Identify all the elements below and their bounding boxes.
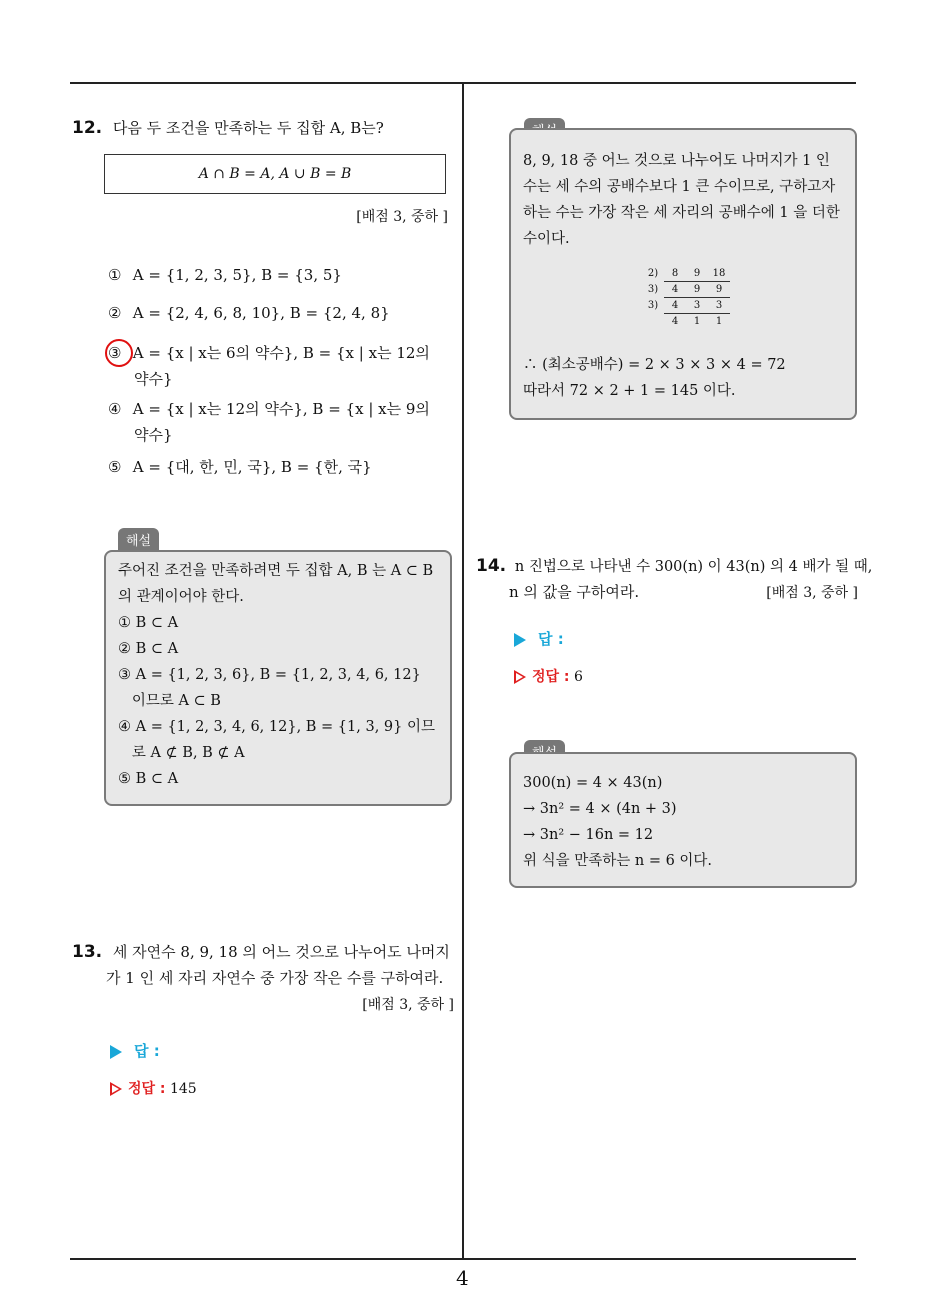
q13-sol-result-2: 따라서 72 × 2 + 1 = 145 이다.: [523, 383, 736, 399]
q14-score: [배점 3, 중하 ]: [766, 585, 858, 601]
choice-2-text: A = {2, 4, 6, 8, 10}, B = {2, 4, 8}: [132, 304, 390, 322]
play-icon: [110, 1045, 122, 1059]
choice-5-mark: ⑤: [108, 458, 122, 476]
cell: 4: [664, 313, 686, 329]
q12-solution-box: [104, 550, 452, 806]
q12-condition-box: [104, 154, 446, 194]
q13-sol-line-3: 하는 수는 가장 작은 세 자리의 공배수에 1 을 더한: [523, 205, 840, 221]
cell: 3: [686, 297, 708, 313]
divisor: 2): [647, 268, 659, 279]
q13-number: 13.: [72, 942, 103, 962]
division-row: [642, 297, 730, 313]
cell: 1: [686, 313, 708, 329]
division-row: [642, 266, 730, 281]
q12-choice-4[interactable]: [108, 396, 430, 448]
divisor: 3): [647, 284, 659, 295]
q12-choice-3[interactable]: [108, 340, 430, 392]
q13-text-line-1: 세 자연수 8, 9, 18 의 어느 것으로 나누어도 나머지: [112, 943, 450, 961]
column-divider: [462, 82, 464, 1260]
q14-correct-label: 정답 :: [532, 669, 570, 685]
q12-sol-line-7: ④ A = {1, 2, 3, 4, 6, 12}, B = {1, 3, 9} 이므: [118, 719, 435, 735]
q12-text: 다음 두 조건을 만족하는 두 집합 A, B는?: [112, 119, 384, 137]
choice-2-mark: ②: [108, 304, 122, 322]
choice-1-text: A = {1, 2, 3, 5}, B = {3, 5}: [132, 266, 342, 284]
choice-3-text-cont: 약수}: [134, 370, 173, 388]
q14-text-line-2: n 의 값을 구하여라.: [509, 583, 640, 601]
q12-sol-line-1: 주어진 조건을 만족하려면 두 집합 A, B 는 A ⊂ B: [118, 563, 434, 579]
cell: 3: [708, 297, 730, 313]
q12-sol-line-9: ⑤ B ⊂ A: [118, 771, 179, 787]
q14-header: [476, 554, 872, 579]
choice-4-mark: ④: [108, 400, 122, 418]
q12-sol-line-2: 의 관계이어야 한다.: [118, 589, 244, 605]
q12-sol-line-6: 이므로 A ⊂ B: [118, 693, 221, 709]
page-number: 4: [456, 1266, 469, 1290]
q12-sol-line-5: ③ A = {1, 2, 3, 6}, B = {1, 2, 3, 4, 6, 12}: [118, 667, 421, 683]
q13-correct-label: 정답 :: [128, 1081, 166, 1097]
q13-header: [72, 940, 450, 964]
division-ladder: [642, 266, 730, 329]
q14-answer-label: 답 :: [538, 630, 564, 648]
q13-sol-line-1: 8, 9, 18 중 어느 것으로 나누어도 나머지가 1 인: [523, 153, 830, 169]
bottom-rule: [70, 1258, 856, 1260]
q13-sol-result-1: ∴ (최소공배수) = 2 × 3 × 3 × 4 = 72: [523, 357, 786, 373]
q13-sol-line-4: 수이다.: [523, 231, 570, 247]
q12-sol-line-3: ① B ⊂ A: [118, 615, 179, 631]
cell: 18: [712, 268, 726, 279]
cell: 4: [664, 281, 686, 297]
play-icon: [514, 633, 526, 647]
q14-sol-line-1: 300(n) = 4 × 43(n): [523, 775, 663, 791]
cell: 9: [686, 281, 708, 297]
cell: 1: [708, 313, 730, 329]
q13-text-line-2: 가 1 인 세 자리 자연수 중 가장 작은 수를 구하여라.: [106, 969, 444, 987]
q12-sol-line-4: ② B ⊂ A: [118, 641, 179, 657]
division-row: [642, 281, 730, 297]
choice-3-mark: ③: [108, 344, 122, 362]
choice-1-mark: ①: [108, 266, 122, 284]
q14-sol-line-3: → 3n² − 16n = 12: [523, 827, 654, 843]
choice-4-text-cont: 약수}: [134, 426, 173, 444]
q14-correct-answer: [514, 666, 583, 686]
cell: 8: [671, 268, 679, 279]
divisor: 3): [647, 300, 659, 311]
q13-answer-label: 답 :: [134, 1042, 160, 1060]
q13-answer-field[interactable]: [110, 1040, 160, 1061]
q12-number: 12.: [72, 118, 103, 138]
q14-answer-field[interactable]: [514, 628, 564, 649]
q12-condition: A ∩ B = A, A ∪ B = B: [198, 166, 352, 182]
cell: 4: [664, 297, 686, 313]
cell: 9: [708, 281, 730, 297]
q12-choice-2[interactable]: [108, 300, 390, 326]
division-row: [642, 313, 730, 329]
q14-solution-box: [509, 752, 857, 888]
choice-3-text: A = {x | x는 6의 약수}, B = {x | x는 12의: [132, 344, 430, 362]
q12-header: [72, 116, 384, 140]
q13-score: [배점 3, 중하 ]: [362, 997, 454, 1013]
choice-5-text: A = {대, 한, 민, 국}, B = {한, 국}: [132, 458, 372, 476]
cell: 9: [693, 268, 701, 279]
q12-sol-line-8: 로 A ⊄ B, B ⊄ A: [118, 745, 245, 761]
q14-number: 14.: [476, 556, 507, 576]
q12-solution-tag: 해설: [118, 528, 159, 551]
q12-score: [배점 3, 중하 ]: [356, 209, 448, 225]
q12-choice-5[interactable]: [108, 454, 372, 480]
q13-sol-line-2: 수는 세 수의 공배수보다 1 큰 수이므로, 구하고자: [523, 179, 836, 195]
q13-correct-value: 145: [169, 1081, 197, 1097]
q14-sol-line-4: 위 식을 만족하는 n = 6 이다.: [523, 853, 713, 869]
q14-sol-line-2: → 3n² = 4 × (4n + 3): [523, 801, 677, 817]
q14-text-line-1: n 진법으로 나타낸 수 300(n) 이 43(n) 의 4 배가 될 때,: [514, 559, 873, 575]
q12-choice-1[interactable]: [108, 262, 342, 288]
choice-4-text: A = {x | x는 12의 약수}, B = {x | x는 9의: [132, 400, 430, 418]
q13-correct-answer: [110, 1078, 197, 1098]
q14-correct-value: 6: [573, 669, 583, 685]
triangle-outline-icon: [514, 670, 526, 684]
triangle-outline-icon: [110, 1082, 122, 1096]
